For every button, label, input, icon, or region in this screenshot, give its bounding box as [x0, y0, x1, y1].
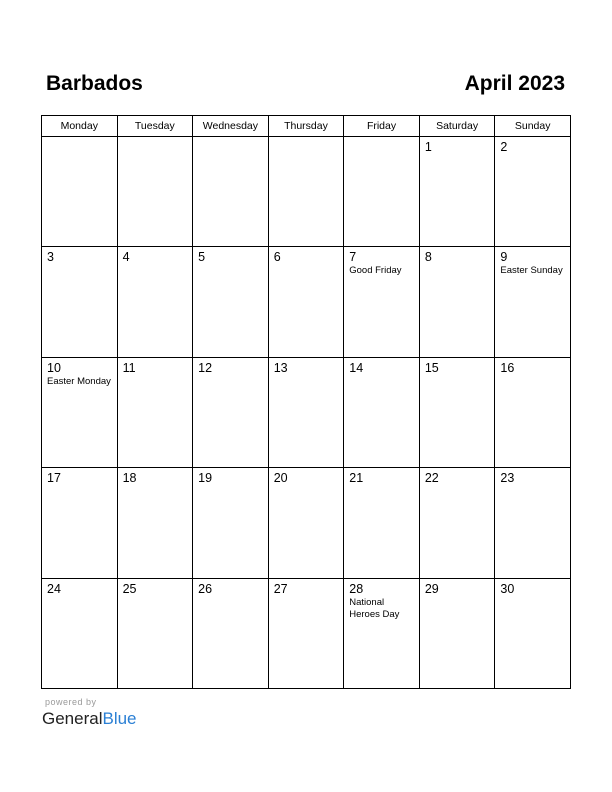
holiday-label: National Heroes Day	[349, 596, 400, 620]
day-cell	[344, 357, 420, 467]
day-cell	[117, 137, 193, 247]
day-cell	[193, 357, 269, 467]
day-number: 15	[424, 360, 439, 375]
day-cell	[344, 137, 420, 247]
weekday-header: Sunday	[495, 116, 571, 137]
day-number: 4	[122, 250, 130, 265]
day-cell	[193, 247, 269, 357]
day-number	[269, 137, 344, 140]
weekday-header: Saturday	[419, 116, 495, 137]
day-number: 7	[349, 250, 357, 265]
day-number: 8	[424, 250, 432, 265]
country-title: Barbados	[46, 72, 143, 95]
day-number: 30	[500, 581, 515, 596]
day-number: 28	[349, 581, 364, 596]
day-number: 18	[122, 471, 137, 486]
day-cell	[42, 578, 118, 688]
day-cell	[419, 357, 495, 467]
day-number: 13	[273, 360, 288, 375]
brand-blue-text: Blue	[102, 709, 137, 728]
footer-branding	[42, 696, 137, 729]
day-cell	[268, 247, 344, 357]
day-number: 3	[47, 250, 54, 265]
day-cell	[117, 357, 193, 467]
day-cell	[117, 468, 193, 578]
weekday-header: Friday	[344, 116, 420, 137]
day-number: 24	[47, 581, 61, 596]
day-number: 22	[424, 471, 439, 486]
day-cell	[419, 137, 495, 247]
day-number: 1	[424, 140, 432, 154]
weekday-header: Tuesday	[117, 116, 193, 137]
day-cell	[419, 468, 495, 578]
day-cell	[344, 468, 420, 578]
day-number: 11	[122, 360, 136, 375]
week-row	[42, 247, 571, 357]
day-cell	[344, 578, 420, 688]
day-cell	[42, 468, 118, 578]
day-cell	[495, 247, 571, 357]
day-number: 12	[198, 360, 213, 375]
day-number: 26	[198, 581, 213, 596]
day-number: 6	[273, 250, 281, 265]
weekday-header: Thursday	[268, 116, 344, 137]
holiday-label: Easter Sunday	[500, 265, 563, 277]
day-cell	[419, 247, 495, 357]
generalblue-logo	[42, 709, 137, 729]
day-number: 23	[500, 471, 515, 486]
month-year-title: April 2023	[464, 72, 565, 95]
week-row	[42, 137, 571, 247]
day-number: 19	[198, 471, 213, 486]
day-cell	[268, 137, 344, 247]
day-number: 27	[273, 581, 288, 596]
day-cell	[268, 578, 344, 688]
holiday-label: Easter Monday	[47, 375, 111, 387]
brand-general-text: General	[42, 709, 103, 728]
day-number: 10	[47, 360, 61, 375]
day-cell	[42, 137, 118, 247]
day-cell	[42, 247, 118, 357]
day-cell	[117, 578, 193, 688]
weekday-header: Wednesday	[193, 116, 269, 137]
day-cell	[419, 578, 495, 688]
day-number: 20	[273, 471, 288, 486]
day-number: 16	[500, 360, 515, 375]
day-number	[42, 137, 117, 140]
day-number	[344, 137, 419, 140]
day-cell	[193, 578, 269, 688]
day-number: 2	[500, 140, 508, 154]
day-cell	[268, 357, 344, 467]
day-cell	[193, 137, 269, 247]
day-number: 14	[349, 360, 364, 375]
holiday-label: Good Friday	[349, 265, 402, 277]
day-number: 25	[122, 581, 137, 596]
day-cell	[117, 247, 193, 357]
day-number: 21	[349, 471, 364, 486]
day-cell	[495, 357, 571, 467]
day-cell	[495, 578, 571, 688]
week-row	[42, 578, 571, 688]
day-cell	[344, 247, 420, 357]
weekday-header-row	[42, 116, 571, 137]
day-number	[193, 137, 268, 140]
day-cell	[495, 468, 571, 578]
day-number: 17	[47, 471, 61, 486]
day-cell	[495, 137, 571, 247]
week-row	[42, 468, 571, 578]
day-number: 29	[424, 581, 439, 596]
day-number: 9	[500, 250, 508, 265]
day-cell	[268, 468, 344, 578]
weekday-header: Monday	[42, 116, 118, 137]
calendar-grid	[41, 115, 571, 689]
day-number	[118, 137, 193, 140]
week-row	[42, 357, 571, 467]
day-cell	[193, 468, 269, 578]
day-number: 5	[198, 250, 206, 265]
day-cell	[42, 357, 118, 467]
powered-by-text: powered by	[45, 697, 97, 707]
